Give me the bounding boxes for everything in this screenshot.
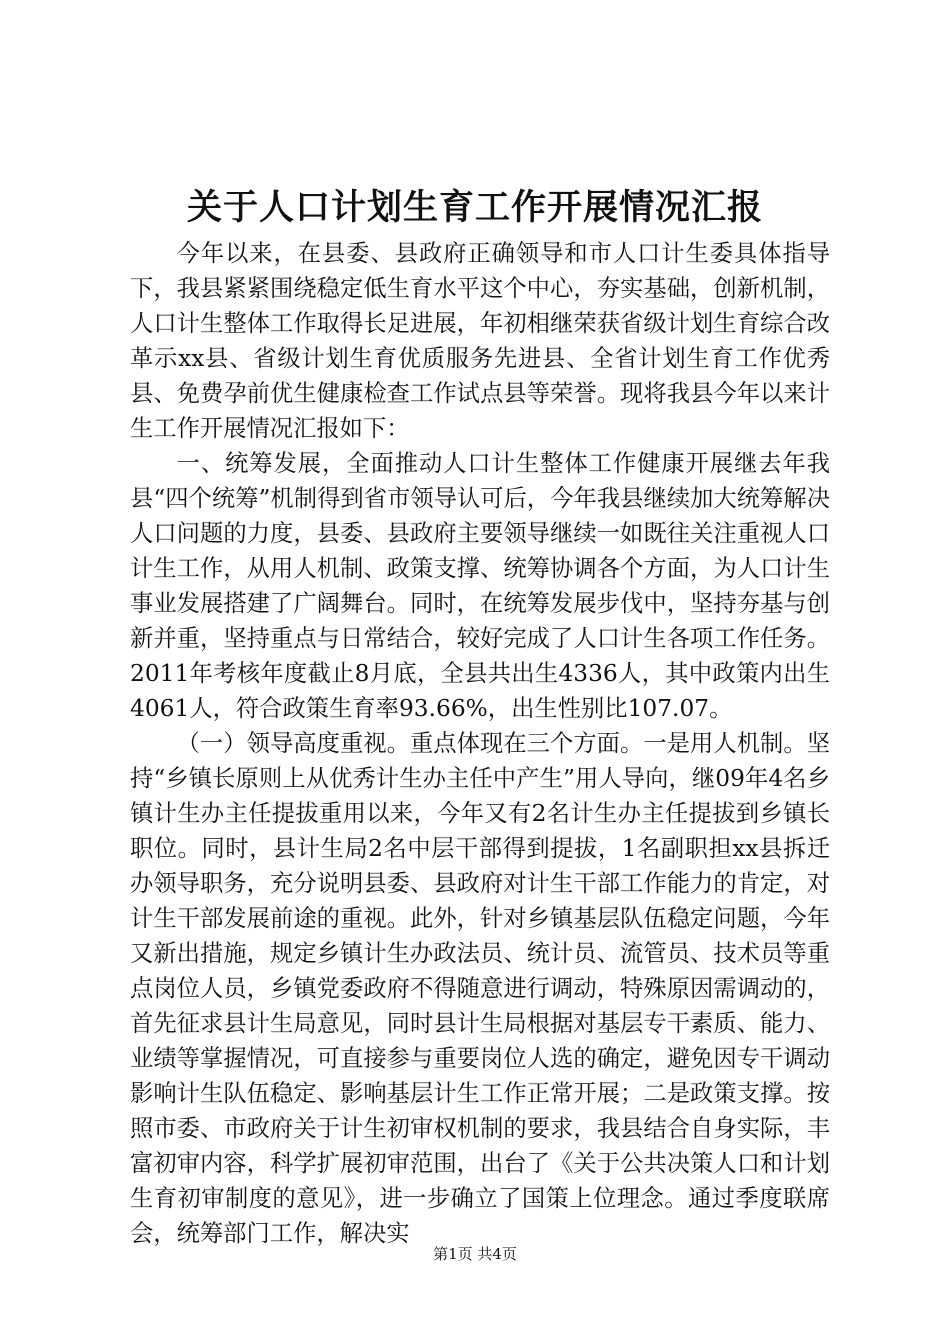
paragraph-subsection-one: （一）领导高度重视。重点体现在三个方面。一是用人机制。坚持“乡镇长原则上从优秀计生办主任中产生”用人导向，继09年4名乡镇计生办主任提拔重用以来，今年又有2名计生办主任提拔到乡镇长职位。同时，县计生局2名中层干部得到提拔，1名副职担xx县拆迁办领导职务，充分说明县委、县政府对计生干部工作能力的肯定，对计生干部发展前途的重视。此外，针对乡镇基层队伍稳定问题，今年又新出措施，规定乡镇计生办政法员、统计员、流管员、技术员等重点岗位人员，乡镇党委政府不得随意进行调动，特殊原因需调动的，首先征求县计生局意见，同时县计生局根据对基层专干素质、能力、业绩等掌握情况，可直接参与重要岗位人选的确定，避免因专干调动影响计生队伍稳定、影响基层计生工作正常开展；二是政策支撑。按照市委、市政府关于计生初审权机制的要求，我县结合自身实际，丰富初审内容，科学扩展初审范围，出台了《关于公共决策人口和计划生育初审制度的意见》，进一步确立了国策上位理念。通过季度联席会，统筹部门工作，解决实 xyxy=(130,730,830,1247)
paragraph-intro: 今年以来，在县委、县政府正确领导和市人口计生委具体指导下，我县紧紧围绕稳定低生育水平这个中心，夯实基础，创新机制，人口计生整体工作取得长足进展，年初相继荣获省级计划生育综合改革示xx县、省级计划生育优质服务先进县、全省计划生育工作优秀县、免费孕前优生健康检查工作试点县等荣誉。现将我县今年以来计生工作开展情况汇报如下： xyxy=(130,240,830,442)
document-title: 关于人口计划生育工作开展情况汇报 xyxy=(186,187,763,228)
page-footer: 第1页 共4页 xyxy=(433,1245,517,1263)
document-body xyxy=(130,236,830,1251)
paragraph-section-one: 一、统筹发展，全面推动人口计生整体工作健康开展继去年我县“四个统筹”机制得到省市领导认可后，今年我县继续加大统筹解决人口问题的力度，县委、县政府主要领导继续一如既往关注重视人口计生工作，从用人机制、政策支撑、统筹协调各个方面，为人口计生事业发展搭建了广阔舞台。同时，在统筹发展步伐中，坚持夯基与创新并重，坚持重点与日常结合，较好完成了人口计生各项工作任务。2011年考核年度截止8月底，全县共出生4336人，其中政策内出生4061人，符合政策生育率93.66%，出生性别比107.07。 xyxy=(130,450,830,722)
